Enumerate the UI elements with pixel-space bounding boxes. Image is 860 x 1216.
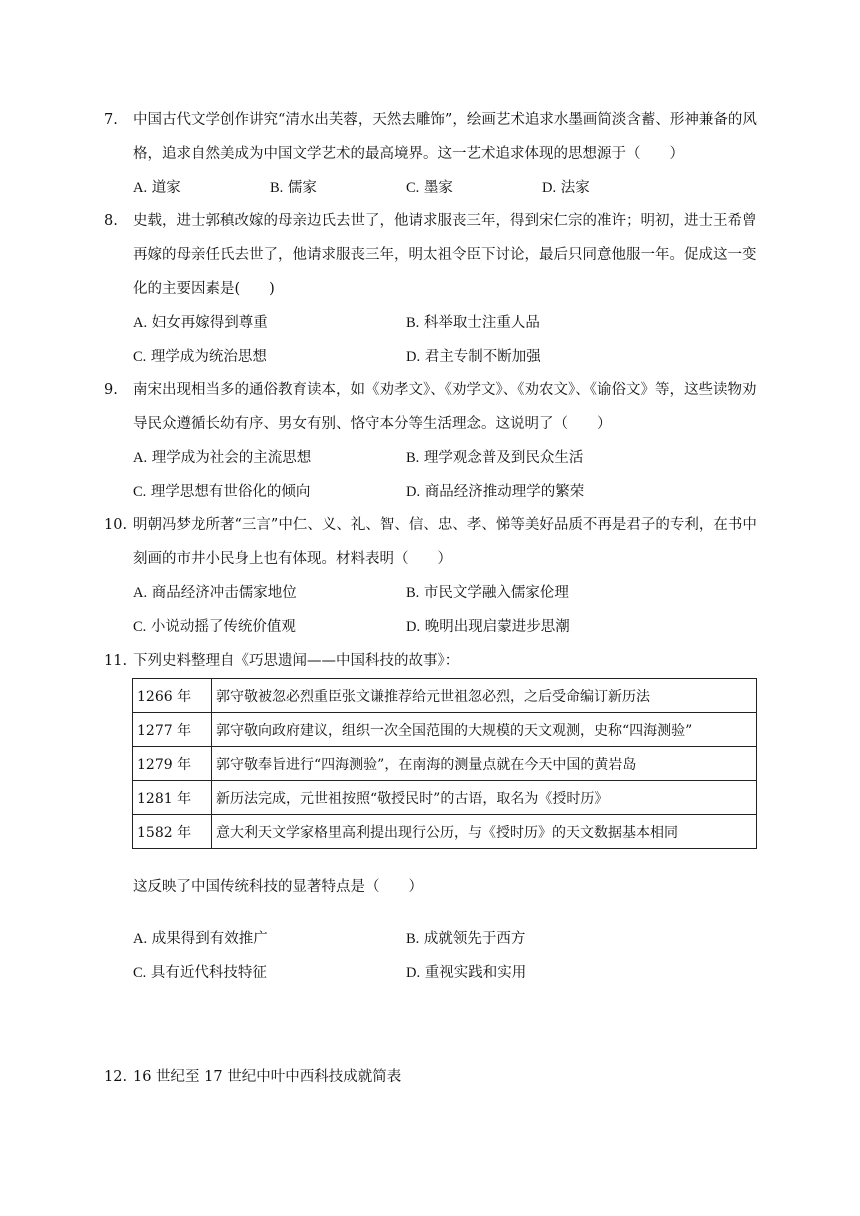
options-row — [133, 306, 764, 340]
question-10 — [104, 508, 764, 644]
option-d[interactable]: D. 商品经济推动理学的繁荣 — [406, 484, 585, 500]
year-cell: 1266 年 — [133, 679, 212, 713]
option-a[interactable]: A. 道家 — [133, 180, 181, 196]
option-a[interactable]: A. 成果得到有效推广 — [133, 931, 268, 947]
question-stem: 南宋出现相当多的通俗教育读本，如《劝孝文》、《劝学文》、《劝农文》、《谕俗文》等，这些读物劝导民众遵循长幼有序、男女有别、恪守本分等生活理念。这说明了（ ） — [133, 382, 757, 432]
question-7 — [104, 103, 764, 205]
option-d[interactable]: D. 法家 — [542, 180, 590, 196]
question-stem: 下列史料整理自《巧思遗闻——中国科技的故事》： — [133, 653, 460, 669]
event-cell: 郭守敬向政府建议，组织一次全国范围的大规模的天文观测，史称“四海测验” — [212, 713, 757, 747]
option-c[interactable]: C. 理学思想有世俗化的倾向 — [133, 484, 311, 500]
question-8 — [104, 204, 764, 374]
question-stem: 中国古代文学创作讲究“清水出芙蓉，天然去雕饰”，绘画艺术追求水墨画简淡含蓄、形神兼备的风格，追求自然美成为中国文学艺术的最高境界。这一艺术追求体现的思想源于（ ） — [133, 112, 757, 162]
options-row — [133, 922, 764, 956]
question-number: 9. — [104, 382, 118, 398]
event-cell: 郭守敬奉旨进行“四海测验”，在南海的测量点就在今天中国的黄岩岛 — [212, 747, 757, 781]
options-row — [133, 171, 764, 205]
table-row — [133, 679, 757, 713]
options-row — [133, 956, 764, 990]
question-number: 11. — [104, 653, 128, 669]
option-c[interactable]: C. 小说动摇了传统价值观 — [133, 619, 296, 635]
year-cell: 1582 年 — [133, 815, 212, 849]
options-row — [133, 610, 764, 644]
question-number: 7. — [104, 112, 118, 128]
option-d[interactable]: D. 晚明出现启蒙进步思潮 — [406, 619, 570, 635]
question-number: 12. — [104, 1069, 128, 1085]
option-a[interactable]: A. 商品经济冲击儒家地位 — [133, 585, 297, 601]
options-row — [133, 340, 764, 374]
option-d[interactable]: D. 重视实践和实用 — [406, 965, 527, 981]
event-cell: 郭守敬被忽必烈重臣张文谦推荐给元世祖忽必烈，之后受命编订新历法 — [212, 679, 757, 713]
year-cell: 1277 年 — [133, 713, 212, 747]
options-row — [133, 576, 764, 610]
option-d[interactable]: D. 君主专制不断加强 — [406, 349, 541, 365]
option-c[interactable]: C. 墨家 — [406, 180, 453, 196]
question-stem: 明朝冯梦龙所著“三言”中仁、义、礼、智、信、忠、孝、悌等美好品质不再是君子的专利，在书中刻画的市井小民身上也有体现。材料表明（ ） — [133, 517, 757, 567]
question-9 — [104, 373, 764, 509]
question-11 — [104, 644, 764, 678]
question-11-prompt — [104, 870, 764, 904]
option-c[interactable]: C. 具有近代科技特征 — [133, 965, 267, 981]
option-a[interactable]: A. 妇女再嫁得到尊重 — [133, 315, 268, 331]
event-cell: 新历法完成，元世祖按照“敬授民时”的古语，取名为《授时历》 — [212, 781, 757, 815]
question-12 — [104, 1060, 764, 1094]
question-number: 10. — [104, 517, 128, 533]
option-b[interactable]: B. 理学观念普及到民众生活 — [406, 450, 584, 466]
table-row — [133, 747, 757, 781]
question-stem: 史载，进士郭稹改嫁的母亲边氏去世了，他请求服丧三年，得到宋仁宗的准许；明初，进士王希曾再嫁的母亲任氏去世了，他请求服丧三年，明太祖令臣下讨论，最后只同意他服一年。促成这一变化的主要因素是( ) — [133, 213, 757, 297]
options-row — [133, 475, 764, 509]
options-row — [133, 441, 764, 475]
question-11-options — [104, 922, 764, 990]
year-cell: 1281 年 — [133, 781, 212, 815]
table-row — [133, 815, 757, 849]
table-row — [133, 713, 757, 747]
table-row — [133, 781, 757, 815]
question-number: 8. — [104, 213, 118, 229]
year-cell: 1279 年 — [133, 747, 212, 781]
option-c[interactable]: C. 理学成为统治思想 — [133, 349, 267, 365]
question-text: 这反映了中国传统科技的显著特点是（ ） — [133, 879, 423, 895]
option-b[interactable]: B. 科举取士注重人品 — [406, 315, 540, 331]
event-cell: 意大利天文学家格里高利提出现行公历，与《授时历》的天文数据基本相同 — [212, 815, 757, 849]
option-b[interactable]: B. 儒家 — [270, 180, 317, 196]
option-a[interactable]: A. 理学成为社会的主流思想 — [133, 450, 312, 466]
option-b[interactable]: B. 市民文学融入儒家伦理 — [406, 585, 569, 601]
question-stem: 16 世纪至 17 世纪中叶中西科技成就简表 — [133, 1069, 402, 1085]
history-table — [132, 678, 757, 849]
option-b[interactable]: B. 成就领先于西方 — [406, 931, 526, 947]
